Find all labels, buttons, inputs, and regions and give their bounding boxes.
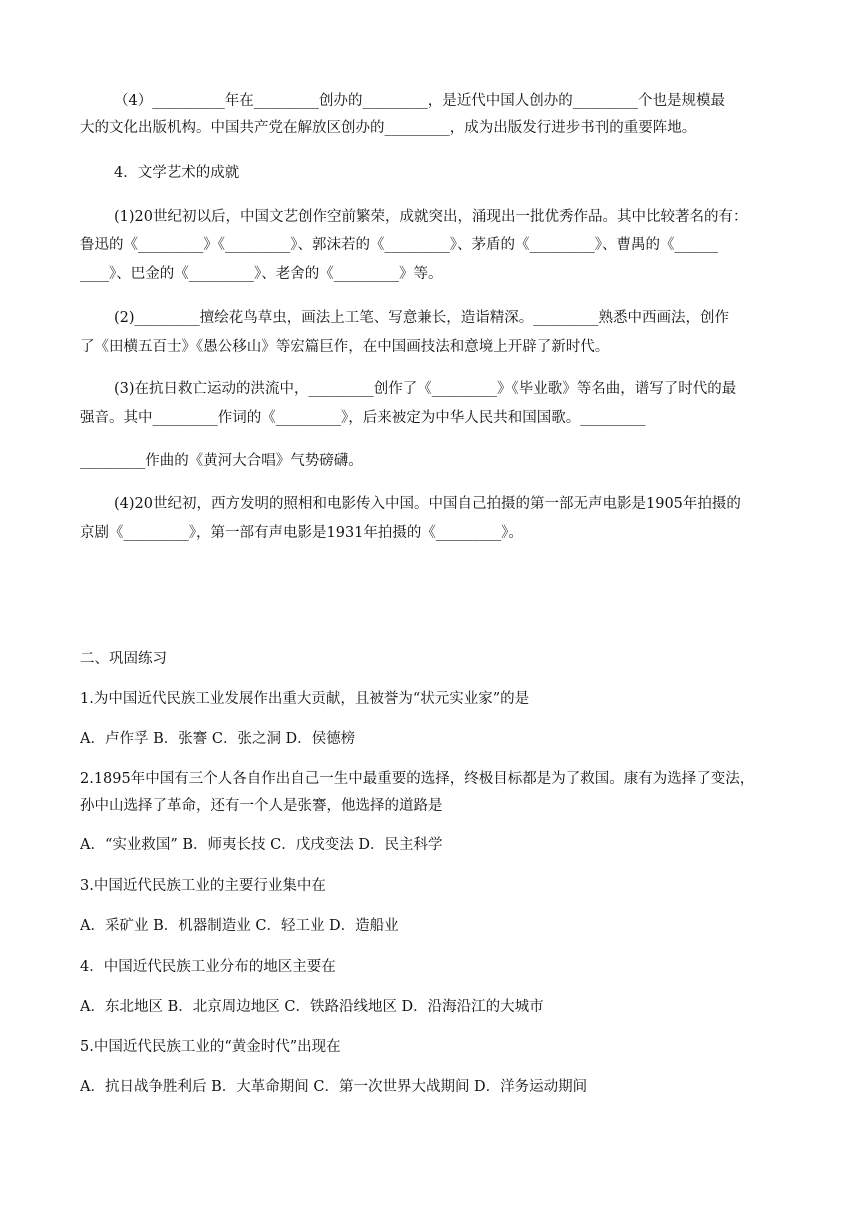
- sub-1-line-2: 鲁迅的《_________》《_________》、郭沫若的《_________》、茅盾的《_________》、曹禺的《______: [80, 237, 718, 253]
- item-4-line-2: 大的文化出版机构。中国共产党在解放区创办的_________，成为出版发行进步书刊的重要阵地。: [80, 120, 697, 136]
- sub-3-line-3: _________作曲的《黄河大合唱》气势磅礴。: [80, 453, 363, 469]
- sub-2-line-2: 了《田横五百士》《愚公移山》等宏篇巨作，在中国画技法和意境上开辟了新时代。: [80, 339, 610, 355]
- sub-4-line-1: (4)20世纪初，西方发明的照相和电影传入中国。中国自己拍摄的第一部无声电影是1905年拍摄的: [114, 496, 741, 512]
- question-2-stem-line-1: 2.1895年中国有三个人各自作出自己一生中最重要的选择，终极目标都是为了救国。康有为选择了变法，: [80, 771, 755, 787]
- sub-2-line-1: (2)_________擅绘花鸟草虫，画法上工笔、写意兼长，造诣精深。_________熟悉中西画法，创作: [114, 310, 730, 326]
- question-4-options: A．东北地区 B．北京周边地区 C．铁路沿线地区 D．沿海沿江的大城市: [80, 999, 544, 1015]
- sub-1-line-1: (1)20世纪初以后，中国文艺创作空前繁荣，成就突出，涌现出一批优秀作品。其中比较著名的有：: [114, 209, 748, 225]
- question-5-options: A．抗日战争胜利后 B．大革命期间 C．第一次世界大战期间 D．洋务运动期间: [80, 1079, 588, 1095]
- question-1-options: A．卢作孚 B．张謇 C．张之洞 D．侯德榜: [80, 731, 356, 747]
- sub-1-line-3: ____》、巴金的《_________》、老舍的《_________》等。: [80, 266, 443, 282]
- item-4-line-1: （4）__________年在_________创办的_________，是近代中国人创办的_________个也是规模最: [114, 93, 725, 109]
- section-4-heading: 4．文学艺术的成就: [114, 165, 240, 181]
- sub-3-line-2: 强音。其中_________作词的《_________》，后来被定为中华人民共和国国歌。_________: [80, 410, 646, 426]
- sub-4-line-2: 京剧《_________》，第一部有声电影是1931年拍摄的《_________》。: [80, 525, 523, 541]
- question-5-stem: 5.中国近代民族工业的“黄金时代”出现在: [80, 1039, 341, 1055]
- question-3-stem: 3.中国近代民族工业的主要行业集中在: [80, 878, 326, 894]
- question-2-stem-line-2: 孙中山选择了革命，还有一个人是张謇，他选择的道路是: [80, 798, 443, 814]
- question-1-stem: 1.为中国近代民族工业发展作出重大贡献，且被誉为“状元实业家”的是: [80, 691, 530, 707]
- part-2-heading: 二、巩固练习: [80, 651, 167, 667]
- question-3-options: A．采矿业 B．机器制造业 C．轻工业 D．造船业: [80, 918, 399, 934]
- sub-3-line-1: (3)在抗日救亡运动的洪流中，_________创作了《_________》《毕业歌》等名曲，谱写了时代的最: [114, 381, 737, 397]
- question-4-stem: 4．中国近代民族工业分布的地区主要在: [80, 959, 336, 975]
- question-2-options: A．“实业救国” B．师夷长技 C．戊戌变法 D．民主科学: [80, 837, 443, 853]
